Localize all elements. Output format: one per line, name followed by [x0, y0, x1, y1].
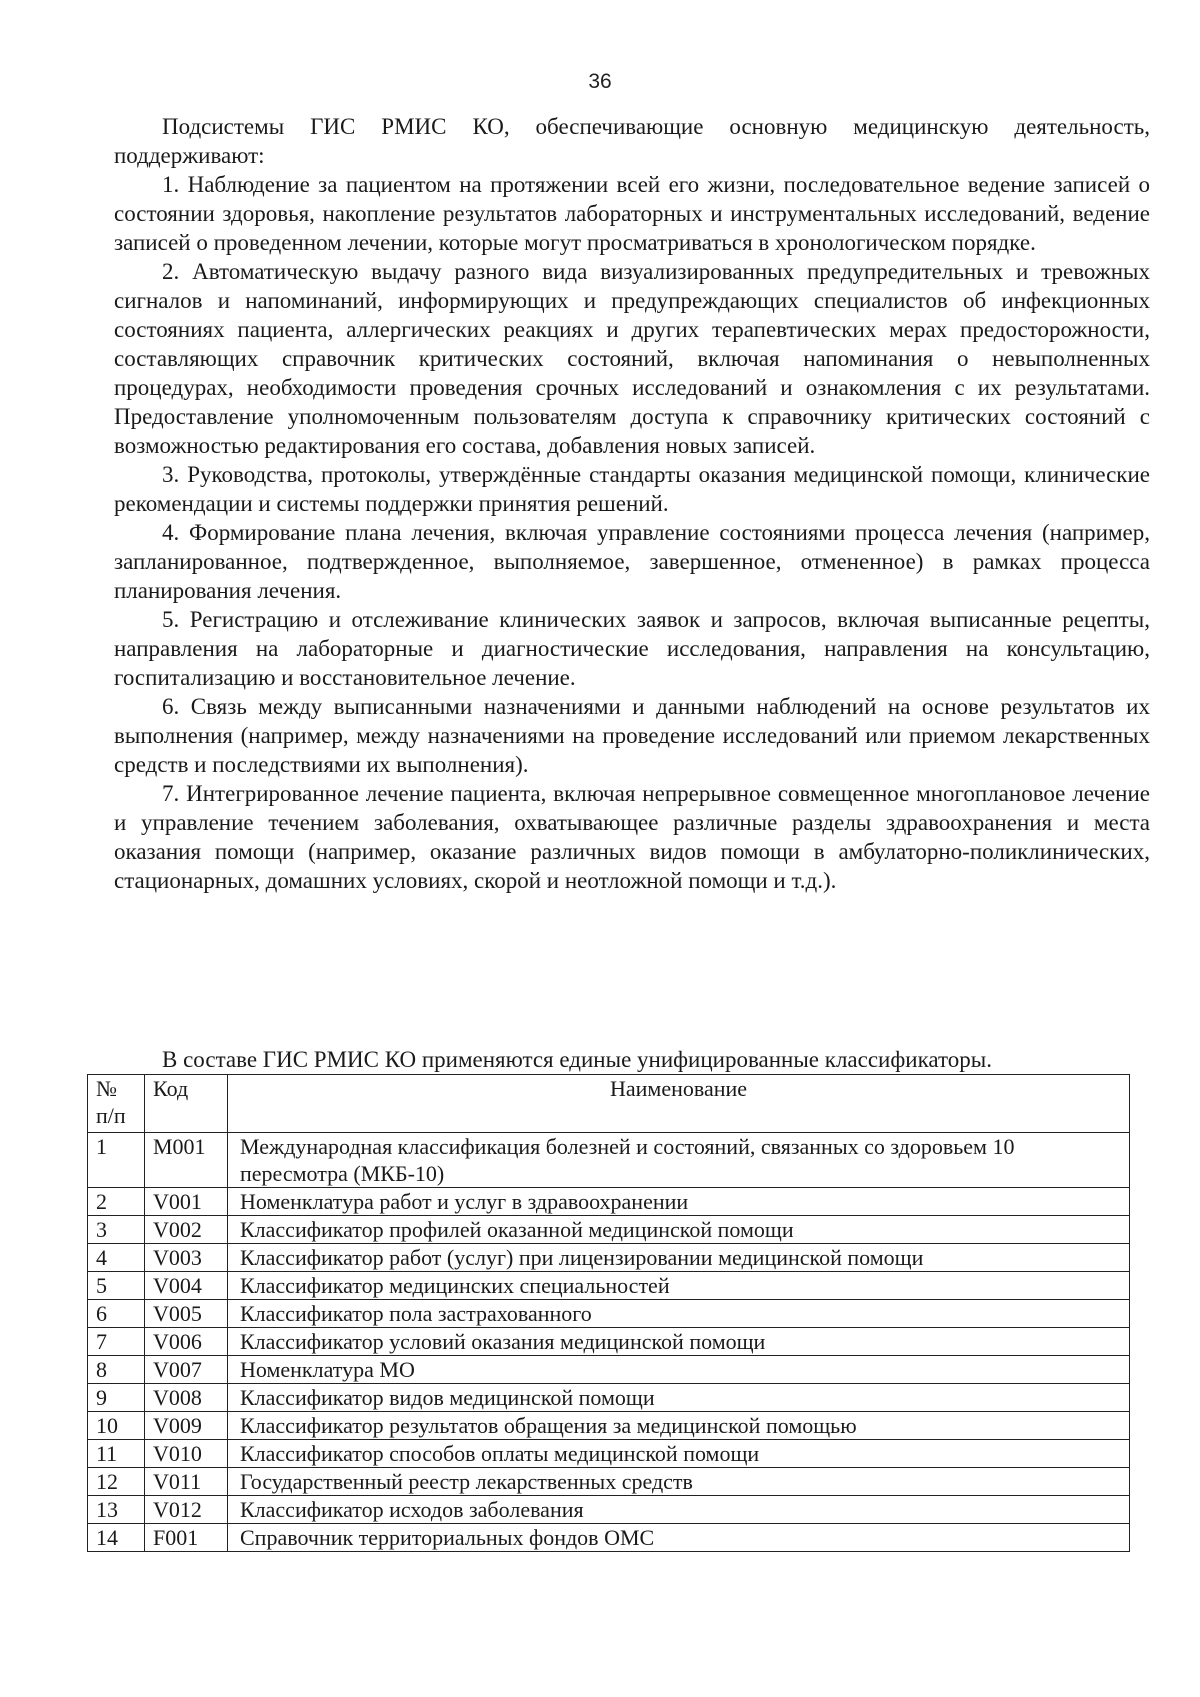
row-num: 13	[88, 1496, 145, 1524]
table-row	[88, 1468, 1130, 1496]
list-item-1: 1. Наблюдение за пациентом на протяжении всей его жизни, последовательное ведение записей о состоянии здоровья, накопление результатов лабораторных и инструментальных исследований, ведение записей о проведенном лечении, которые могут просматриваться в хронологическом порядке.	[114, 172, 1150, 255]
table-row	[88, 1272, 1130, 1300]
list-item-5: 5. Регистрацию и отслеживание клинических заявок и запросов, включая выписанные рецепты, направления на лабораторные и диагностические исследования, направления на консультацию, госпитализацию и восстановительное лечение.	[114, 607, 1150, 690]
header-name: Наименование	[228, 1075, 1130, 1133]
row-name: Международная классификация болезней и состояний, связанных со здоровьем 10 пересмотра (МКБ-10)	[228, 1133, 1130, 1188]
row-name: Классификатор условий оказания медицинской помощи	[228, 1328, 1130, 1356]
row-name: Справочник территориальных фондов ОМС	[228, 1524, 1130, 1552]
row-num: 12	[88, 1468, 145, 1496]
table-row	[88, 1216, 1130, 1244]
table-caption: В составе ГИС РМИС КО применяются единые унифицированные классификаторы.	[162, 1047, 992, 1072]
list-item-4: 4. Формирование плана лечения, включая управление состояниями процесса лечения (например, запланированное, подтвержденное, выполняемое, завершенное, отмененное) в рамках процесса планирования лечения.	[114, 520, 1150, 603]
row-code: V005	[145, 1300, 228, 1328]
row-num: 4	[88, 1244, 145, 1272]
row-code: V011	[145, 1468, 228, 1496]
row-name: Классификатор видов медицинской помощи	[228, 1384, 1130, 1412]
classifiers-table	[87, 1074, 1130, 1552]
row-name: Классификатор исходов заболевания	[228, 1496, 1130, 1524]
row-code: V004	[145, 1272, 228, 1300]
row-code: V012	[145, 1496, 228, 1524]
row-code: F001	[145, 1524, 228, 1552]
table-row	[88, 1244, 1130, 1272]
row-code: V010	[145, 1440, 228, 1468]
row-num: 8	[88, 1356, 145, 1384]
row-num: 14	[88, 1524, 145, 1552]
table-header-row	[88, 1075, 1130, 1133]
row-name: Классификатор работ (услуг) при лицензировании медицинской помощи	[228, 1244, 1130, 1272]
row-code: V008	[145, 1384, 228, 1412]
row-name: Классификатор пола застрахованного	[228, 1300, 1130, 1328]
row-name: Номенклатура МО	[228, 1356, 1130, 1384]
row-num: 6	[88, 1300, 145, 1328]
body-text	[114, 112, 1150, 895]
row-name: Классификатор профилей оказанной медицинской помощи	[228, 1216, 1130, 1244]
row-code: V009	[145, 1412, 228, 1440]
row-code: V003	[145, 1244, 228, 1272]
header-num: № п/п	[88, 1075, 145, 1133]
table-row	[88, 1412, 1130, 1440]
intro-paragraph: Подсистемы ГИС РМИС КО, обеспечивающие основную медицинскую деятельность, поддерживают:	[114, 114, 1150, 168]
table-row	[88, 1356, 1130, 1384]
list-item-7: 7. Интегрированное лечение пациента, включая непрерывное совмещенное многоплановое лечение и управление течением заболевания, охватывающее различные разделы здравоохранения и места оказания помощи (например, оказание различных видов помощи в амбулаторно-поликлинических, стационарных, домашних условиях, скорой и неотложной помощи и т.д.).	[114, 781, 1150, 893]
list-item-6: 6. Связь между выписанными назначениями и данными наблюдений на основе результатов их выполнения (например, между назначениями на проведение исследований или приемом лекарственных средств и последствиями их выполнения).	[114, 694, 1150, 777]
row-name: Государственный реестр лекарственных средств	[228, 1468, 1130, 1496]
table-row	[88, 1524, 1130, 1552]
table-row	[88, 1300, 1130, 1328]
row-code: V007	[145, 1356, 228, 1384]
row-num: 3	[88, 1216, 145, 1244]
table-row	[88, 1440, 1130, 1468]
table-row	[88, 1384, 1130, 1412]
row-name: Классификатор результатов обращения за медицинской помощью	[228, 1412, 1130, 1440]
row-num: 2	[88, 1188, 145, 1216]
row-num: 10	[88, 1412, 145, 1440]
table-row	[88, 1496, 1130, 1524]
row-code: V006	[145, 1328, 228, 1356]
row-name: Классификатор медицинских специальностей	[228, 1272, 1130, 1300]
row-name: Номенклатура работ и услуг в здравоохранении	[228, 1188, 1130, 1216]
row-num: 9	[88, 1384, 145, 1412]
page-number: 36	[588, 70, 612, 93]
list-item-2: 2. Автоматическую выдачу разного вида визуализированных предупредительных и тревожных сигналов и напоминаний, информирующих и предупреждающих специалистов об инфекционных состояниях пациента, аллергических реакциях и других терапевтических мерах предосторожности, составляющих справочник критических состояний, включая напоминания о невыполненных процедурах, необходимости проведения срочных исследований и ознакомления с их результатами. Предоставление уполномоченным пользователям доступа к справочнику критических состояний с возможностью редактирования его состава, добавления новых записей.	[114, 259, 1150, 458]
row-code: M001	[145, 1133, 228, 1188]
row-name: Классификатор способов оплаты медицинской помощи	[228, 1440, 1130, 1468]
row-num: 7	[88, 1328, 145, 1356]
table-row	[88, 1328, 1130, 1356]
header-code: Код	[145, 1075, 228, 1133]
table-row	[88, 1188, 1130, 1216]
row-num: 5	[88, 1272, 145, 1300]
table-row	[88, 1133, 1130, 1188]
list-item-3: 3. Руководства, протоколы, утверждённые стандарты оказания медицинской помощи, клинические рекомендации и системы поддержки принятия решений.	[114, 462, 1150, 516]
row-code: V001	[145, 1188, 228, 1216]
row-num: 1	[88, 1133, 145, 1188]
row-code: V002	[145, 1216, 228, 1244]
row-num: 11	[88, 1440, 145, 1468]
